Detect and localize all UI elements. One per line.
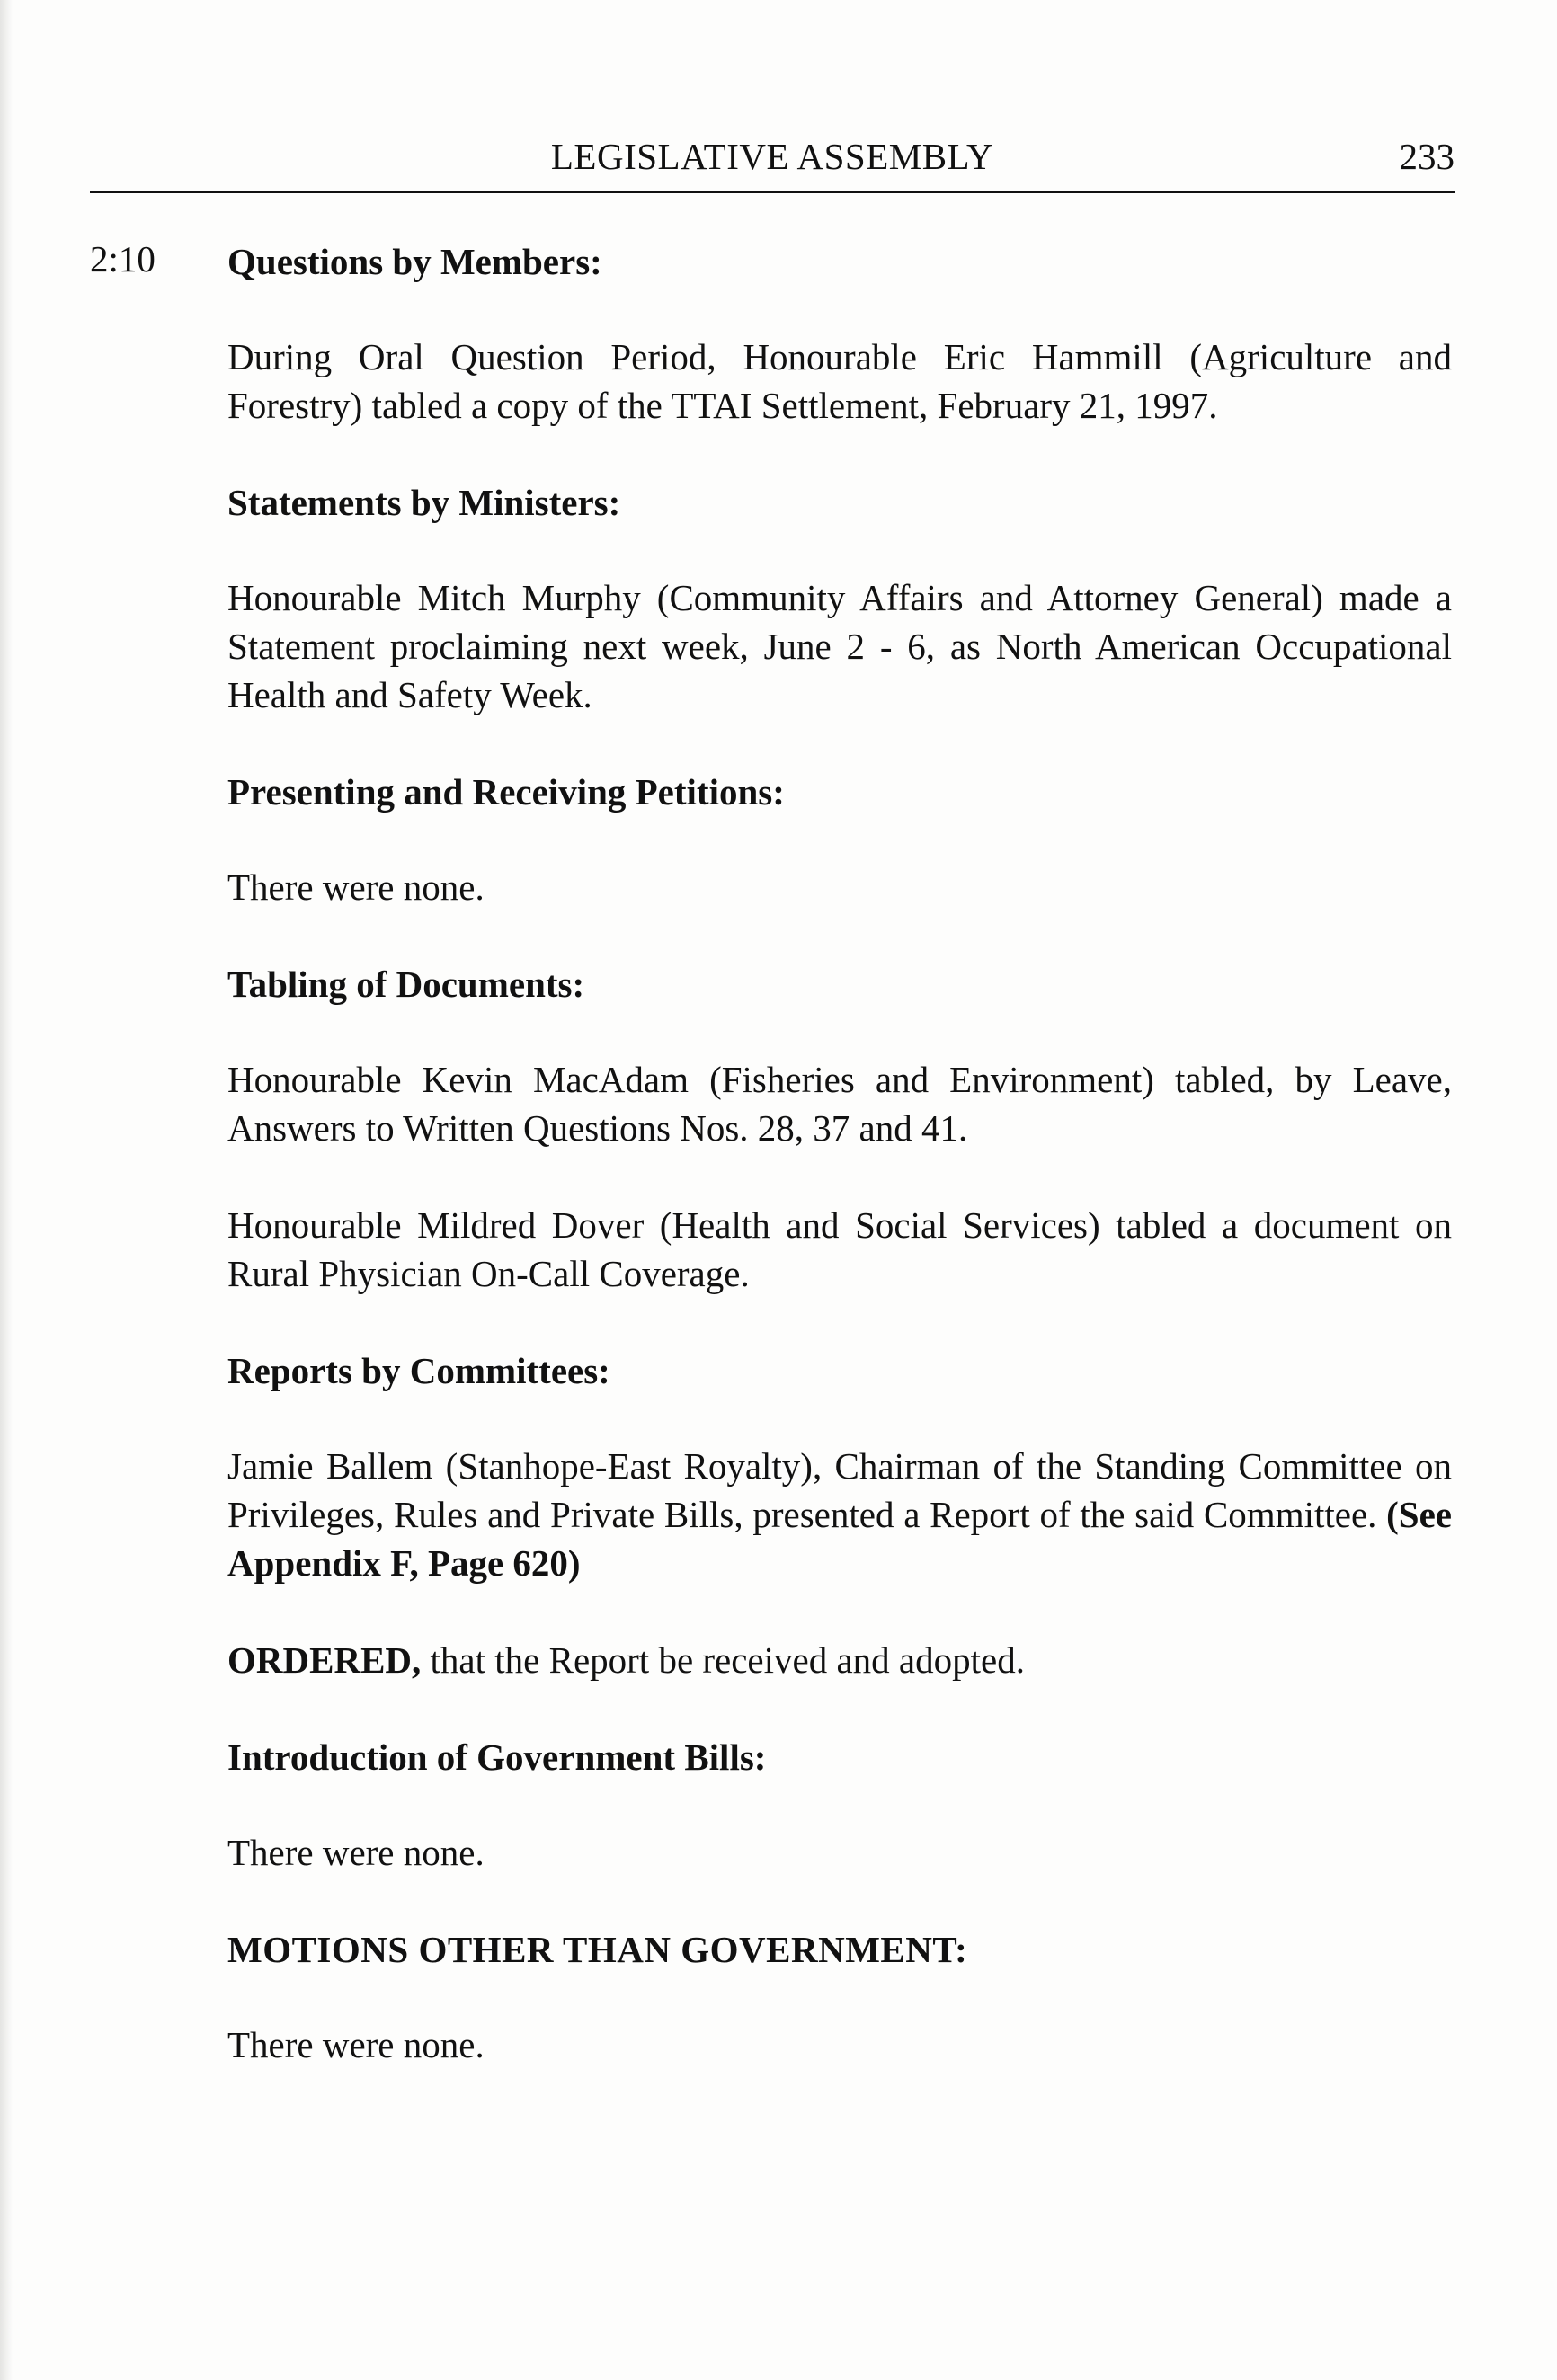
section-statements-by-ministers <box>227 478 1452 719</box>
time-stamp: 2:10 <box>90 238 156 280</box>
section-heading: Reports by Committees: <box>227 1350 610 1391</box>
ordered-paragraph <box>227 1636 1452 1684</box>
section-heading: Introduction of Government Bills: <box>227 1736 767 1778</box>
section-petitions <box>227 768 1452 911</box>
ordered-word: ORDERED, <box>227 1639 422 1681</box>
appendix-reference: (See Appendix F, Page 620) <box>227 1494 1452 1584</box>
section-heading: MOTIONS OTHER THAN GOVERNMENT: <box>227 1929 968 1970</box>
paragraph: There were none. <box>227 1832 485 1873</box>
section-reports-by-committees <box>227 1346 1452 1684</box>
paragraph: Honourable Mitch Murphy (Community Affairs and Attorney General) made a Statement proclaiming next week, June 2 - 6, as North American Occupational Health and Safety Week. <box>227 577 1452 715</box>
paragraph: During Oral Question Period, Honourable Eric Hammill (Agriculture and Forestry) tabled a copy of the TTAI Settlement, February 21, 1997. <box>227 336 1452 426</box>
section-heading: Presenting and Receiving Petitions: <box>227 771 785 813</box>
section-heading: Tabling of Documents: <box>227 964 585 1005</box>
proceedings-content <box>227 237 1452 2069</box>
paragraph: There were none. <box>227 866 485 908</box>
page-number: 233 <box>1399 136 1455 177</box>
section-heading: Statements by Ministers: <box>227 482 621 523</box>
section-government-bills <box>227 1733 1452 1877</box>
section-tabling-of-documents <box>227 960 1452 1298</box>
section-heading: Questions by Members: <box>227 241 602 282</box>
paragraph-text: Jamie Ballem (Stanhope-East Royalty), Chairman of the Standing Committee on Privileges, Rules and Private Bills, presented a Report of the said Committee. <box>227 1445 1452 1535</box>
ordered-text: that the Report be received and adopted. <box>421 1639 1025 1681</box>
header-rule <box>90 191 1455 193</box>
paragraph: Honourable Mildred Dover (Health and Social Services) tabled a document on Rural Physician On-Call Coverage. <box>227 1204 1452 1294</box>
paragraph: There were none. <box>227 2024 485 2065</box>
paragraph: Honourable Kevin MacAdam (Fisheries and Environment) tabled, by Leave, Answers to Written Questions Nos. 28, 37 and 41. <box>227 1059 1452 1149</box>
section-questions-by-members <box>227 237 1452 430</box>
running-head <box>90 135 1455 189</box>
paragraph <box>227 1442 1452 1587</box>
section-motions-other-than-government <box>227 1925 1452 2069</box>
scan-edge <box>0 0 13 2380</box>
running-title: LEGISLATIVE ASSEMBLY <box>550 136 994 177</box>
